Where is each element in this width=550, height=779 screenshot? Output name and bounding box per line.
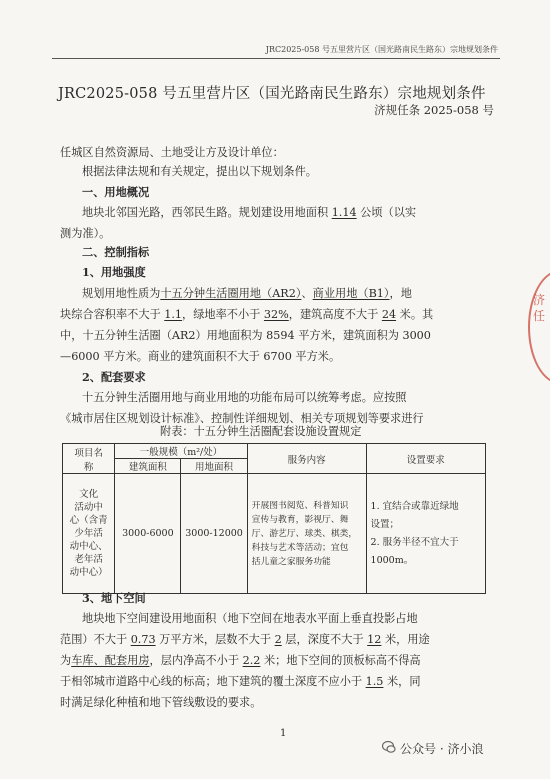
cell-requirement: 1. 宜结合或靠近绿地 设置； 2. 服务半径不宜大于 1000m。 (366, 474, 485, 594)
addressee: 任城区自然资源局、土地受让方及设计单位： (60, 146, 284, 159)
s2-1-line-3: 中，十五分钟生活圈（AR2）用地面积为 8594 平方米，建筑面积为 3000 (60, 329, 431, 342)
header-requirement: 设置要求 (366, 444, 485, 474)
section-2-1-heading: 1、用地强度 (82, 265, 146, 279)
s2-2-line-1: 十五分钟生活圈用地与商业用地的功能布局可以统筹考虑。应按照 (82, 391, 407, 404)
seal-text: 济 任 (533, 293, 546, 323)
intro-paragraph: 根据法律法规和有关规定，提出以下规划条件。 (82, 165, 317, 178)
s3-line-3: 为车库、配套用房，层内净高不小于 2.2 米；地下空间的顶板标高不得高 (60, 654, 421, 667)
document-title: JRC2025-058 号五里营片区（国光路南民生路东）宗地规划条件 (58, 86, 486, 102)
official-seal (528, 270, 550, 384)
section-2-heading: 二、控制指标 (82, 245, 150, 259)
cell-land-area: 3000-12000 (181, 474, 247, 594)
section-1-heading: 一、用地概况 (82, 185, 150, 199)
cell-building-area: 3000-6000 (115, 474, 181, 594)
s3-line-2: 范围）不大于 0.73 万平方米，层数不大于 2 层，深度不大于 12 米，用途 (60, 633, 430, 646)
table-caption: 附表：十五分钟生活圈配套设施设置规定 (160, 425, 362, 438)
header-item: 项目名 称 (63, 444, 115, 474)
s2-2-line-2: 《城市居住区规划设计标准》、控制性详细规划、相关专项规划等要求进行 (60, 412, 424, 425)
s3-line-5: 时满足绿化种植和地下管线敷设的要求。 (60, 696, 262, 709)
section-2-3-heading: 3、地下空间 (82, 591, 146, 605)
watermark-text: 公众号 · 济小浪 (400, 742, 484, 756)
cell-service: 开展图书阅览、科普知识 宣传与教育，影视厅、舞 厅、游艺厅、球类、棋类， 科技与艺术等活动；宜包 括儿童之家服务功能 (247, 474, 366, 594)
s2-1-line-4: —6000 平方米。商业的建筑面积不大于 6700 平方米。 (60, 350, 341, 363)
header-service: 服务内容 (247, 444, 366, 474)
document-number: 济规任条 2025-058 号 (374, 103, 494, 117)
header-land-area: 用地面积 (181, 459, 247, 474)
s3-line-4: 于相邻城市道路中心线的标高；地下建筑的覆土深度不应小于 1.5 米，同 (60, 675, 421, 688)
section-2-2-heading: 2、配套要求 (82, 370, 146, 384)
page-number: 1 (280, 728, 287, 739)
s3-line-1: 地块地下空间建设用地面积（地下空间在地表水平面上垂直投影占地 (82, 612, 418, 625)
header-rule (52, 58, 500, 59)
header-scale: 一般规模（m²/处） (115, 444, 247, 459)
s1-line-1: 地块北邻国光路，西邻民生路。规划建设用地面积 1.14 公顷（以实 (82, 206, 417, 219)
running-header: JRC2025-058 号五里营片区（国光路南民生路东）宗地规划条件 (265, 45, 498, 54)
wechat-icon (382, 740, 396, 754)
facilities-table (62, 443, 486, 594)
cell-item: 文化 活动中 心（含青 少年活 动中心、 老年活 动中心） (63, 474, 115, 594)
header-building-area: 建筑面积 (115, 459, 181, 474)
s1-line-2: 测为准）。 (60, 227, 111, 240)
s2-1-line-2: 块综合容积率不大于 1.1，绿地率不小于 32%，建筑高度不大于 24 米。其 (60, 308, 434, 321)
s2-1-line-1: 规划用地性质为十五分钟生活圈用地（AR2）、商业用地（B1），地 (82, 287, 412, 300)
